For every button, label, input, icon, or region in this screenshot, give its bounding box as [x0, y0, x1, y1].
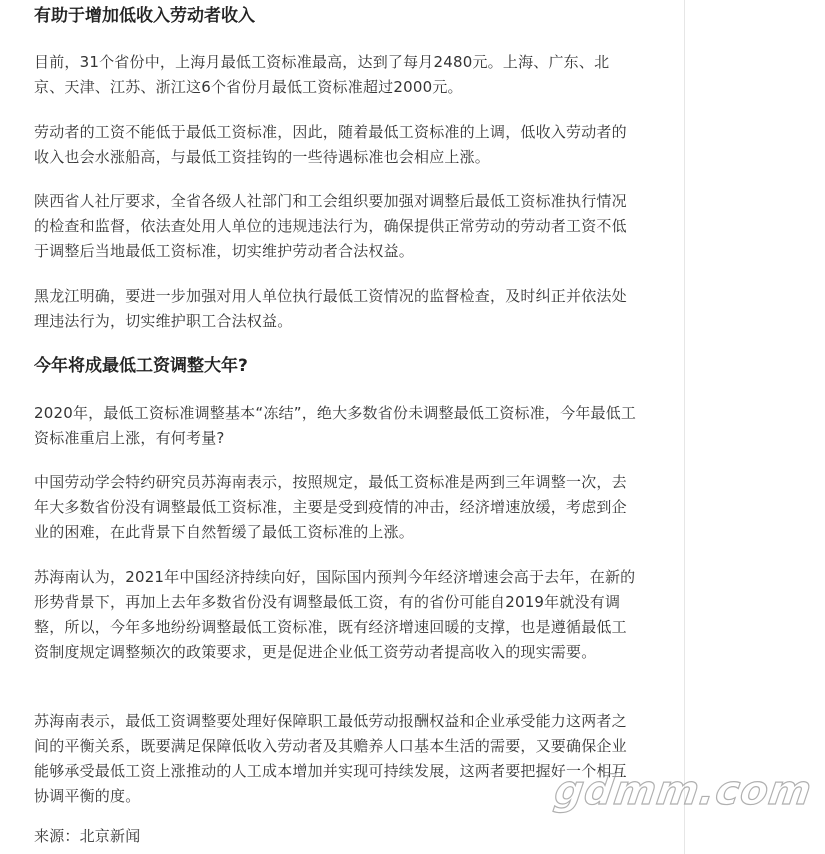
paragraph-8: 苏海南表示，最低工资调整要处理好保障职工最低劳动报酬权益和企业承受能力这两者之间的平衡关系，既要满足保障低收入劳动者及其赡养人口基本生活的需要，又要确保企业能够承受最低工资上涨推动的人工成本增加并实现可持续发展，这两者要把握好一个相互协调平衡的度。: [34, 712, 627, 805]
paragraph-3: 陕西省人社厅要求，全省各级人社部门和工会组织要加强对调整后最低工资标准执行情况的检查和监督，依法查处用人单位的违规违法行为，确保提供正常劳动的劳动者工资不低于调整后当地最低工资标准，切实维护劳动者合法权益。: [34, 192, 627, 260]
right-sidebar: [684, 0, 825, 854]
paragraph-1: 目前，31个省份中，上海月最低工资标准最高，达到了每月2480元。上海、广东、北京、天津、江苏、浙江这6个省份月最低工资标准超过2000元。: [34, 53, 610, 96]
article-source: 来源：北京新闻: [34, 827, 141, 845]
site-watermark: gdmm.com: [551, 768, 815, 814]
section-heading-1: 有助于增加低收入劳动者收入: [34, 6, 255, 26]
paragraph-7: 苏海南认为，2021年中国经济持续向好，国际国内预判今年经济增速会高于去年，在新的形势背景下，再加上去年多数省份没有调整最低工资，有的省份可能自2019年就没有调整，所以，今年多地纷纷调整最低工资标准，既有经济增速回暖的支撑，也是遵循最低工资制度规定调整频次的政策要求，更是促进企业低工资劳动者提高收入的现实需要。: [34, 568, 636, 661]
section-heading-2: 今年将成最低工资调整大年?: [34, 356, 248, 376]
paragraph-6: 中国劳动学会特约研究员苏海南表示，按照规定，最低工资标准是两到三年调整一次，去年大多数省份没有调整最低工资标准，主要是受到疫情的冲击，经济增速放缓，考虑到企业的困难，在此背景下自然暂缓了最低工资标准的上涨。: [34, 473, 627, 541]
paragraph-5: 2020年，最低工资标准调整基本“冻结”，绝大多数省份未调整最低工资标准，今年最低工资标准重启上涨，有何考量?: [34, 404, 637, 447]
paragraph-4: 黑龙江明确，要进一步加强对用人单位执行最低工资情况的监督检查，及时纠正并依法处理违法行为，切实维护职工合法权益。: [34, 287, 627, 330]
paragraph-2: 劳动者的工资不能低于最低工资标准，因此，随着最低工资标准的上调，低收入劳动者的收入也会水涨船高，与最低工资挂钩的一些待遇标准也会相应上涨。: [34, 123, 627, 166]
